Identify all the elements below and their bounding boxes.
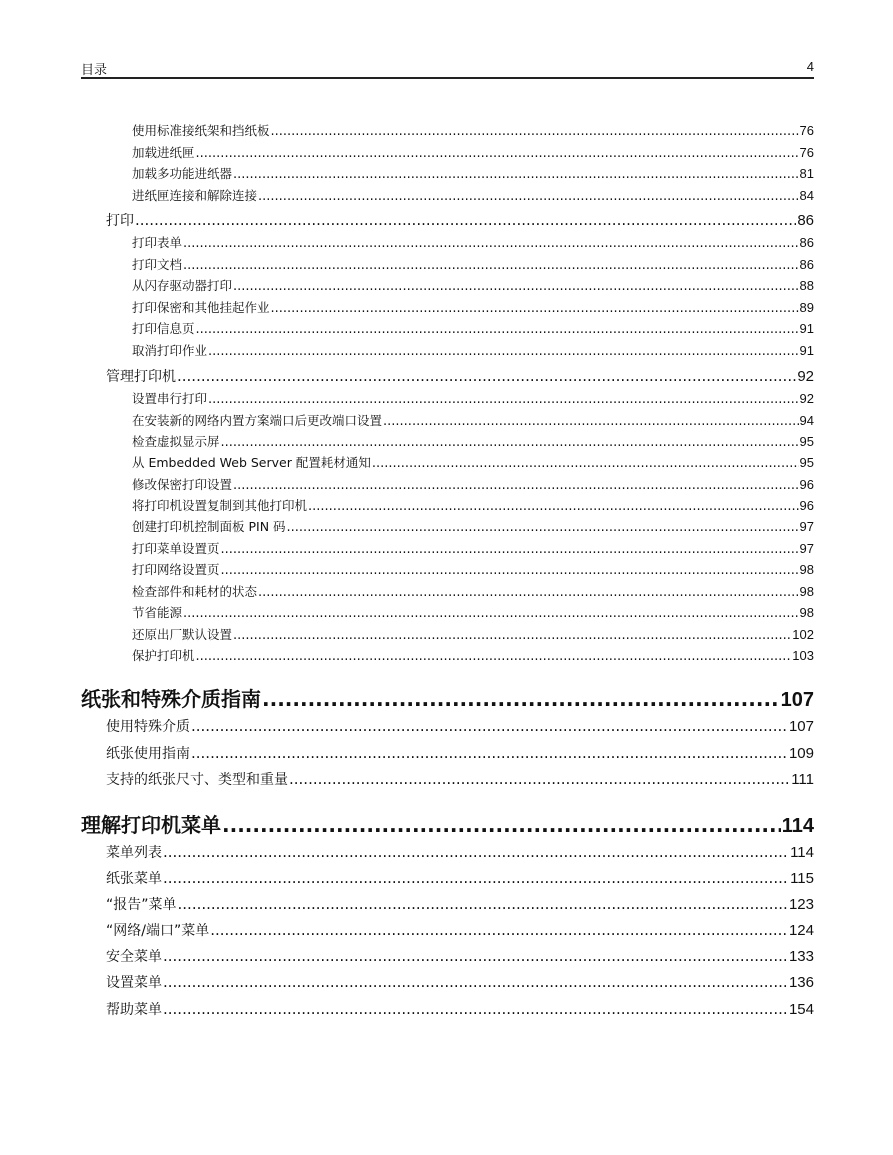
toc-entry-title: 帮助菜单 bbox=[106, 1002, 162, 1018]
dot-leader bbox=[372, 456, 799, 471]
toc-entry[interactable] bbox=[106, 946, 814, 966]
toc-entry-title: 创建打印机控制面板 PIN 码 bbox=[132, 519, 286, 534]
toc-entry[interactable] bbox=[106, 999, 814, 1019]
toc-entry[interactable] bbox=[132, 453, 814, 471]
toc-entry[interactable] bbox=[132, 496, 814, 514]
dot-leader bbox=[210, 921, 788, 939]
toc-entry-title: 纸张使用指南 bbox=[106, 746, 190, 762]
toc-entry[interactable] bbox=[132, 432, 814, 450]
toc-entry-page-number: 86 bbox=[799, 257, 814, 272]
toc-entry[interactable] bbox=[132, 475, 814, 493]
dot-leader bbox=[183, 258, 799, 273]
toc-entry[interactable] bbox=[106, 920, 814, 940]
header-section-title: 目录 bbox=[81, 63, 108, 78]
toc-entry[interactable] bbox=[81, 809, 814, 837]
dot-leader bbox=[163, 947, 788, 965]
toc-entry-page-number: 92 bbox=[797, 368, 814, 385]
dot-leader bbox=[233, 478, 799, 493]
toc-entry-title: “报告”菜单 bbox=[106, 897, 177, 913]
toc-entry[interactable] bbox=[132, 186, 814, 204]
toc-entry-page-number: 86 bbox=[797, 212, 814, 229]
toc-entry-page-number: 91 bbox=[799, 343, 814, 358]
toc-entry[interactable] bbox=[106, 716, 814, 736]
toc-entry-title: 取消打印作业 bbox=[132, 343, 208, 358]
toc-entry[interactable] bbox=[132, 517, 814, 535]
dot-leader bbox=[262, 687, 780, 711]
toc-entry[interactable] bbox=[132, 121, 814, 139]
toc-entry-page-number: 98 bbox=[799, 584, 814, 599]
toc-entry-title: 设置串行打印 bbox=[132, 391, 208, 406]
toc-entry-title: “网络/端口”菜单 bbox=[106, 923, 210, 939]
toc-entry-title: 打印保密和其他挂起作业 bbox=[132, 300, 270, 315]
toc-entry-title: 还原出厂默认设置 bbox=[132, 627, 233, 642]
toc-entry[interactable] bbox=[106, 868, 814, 888]
dot-leader bbox=[196, 649, 792, 664]
toc-entry-page-number: 96 bbox=[799, 477, 814, 492]
dot-leader bbox=[208, 344, 799, 359]
toc-entry-title: 打印网络设置页 bbox=[132, 562, 220, 577]
toc-entry-title: 保护打印机 bbox=[132, 648, 195, 663]
toc-entry-title: 检查虚拟显示屏 bbox=[132, 434, 220, 449]
toc-entry-page-number: 102 bbox=[792, 627, 814, 642]
dot-leader bbox=[191, 717, 788, 735]
toc-entry[interactable] bbox=[132, 319, 814, 337]
toc-entry-title: 打印 bbox=[106, 213, 134, 229]
toc-entry-page-number: 154 bbox=[788, 1001, 814, 1018]
page-header bbox=[81, 57, 814, 79]
toc-entry-page-number: 133 bbox=[788, 948, 814, 965]
toc-entry-title: 菜单列表 bbox=[106, 845, 162, 861]
toc-entry[interactable] bbox=[81, 683, 814, 711]
toc-entry-page-number: 124 bbox=[788, 922, 814, 939]
dot-leader bbox=[383, 414, 799, 429]
toc-entry[interactable] bbox=[132, 389, 814, 407]
toc-entry-page-number: 81 bbox=[799, 166, 814, 181]
dot-leader bbox=[271, 301, 799, 316]
dot-leader bbox=[233, 279, 799, 294]
toc-entry-title: 纸张菜单 bbox=[106, 871, 162, 887]
dot-leader bbox=[196, 322, 799, 337]
toc-entry-title: 打印表单 bbox=[132, 235, 183, 250]
toc-entry-page-number: 96 bbox=[799, 498, 814, 513]
toc-entry[interactable] bbox=[132, 582, 814, 600]
toc-entry[interactable] bbox=[132, 560, 814, 578]
toc-entry-page-number: 86 bbox=[799, 235, 814, 250]
dot-leader bbox=[308, 499, 799, 514]
dot-leader bbox=[221, 563, 799, 578]
toc-entry-title: 进纸匣连接和解除连接 bbox=[132, 188, 258, 203]
dot-leader bbox=[183, 236, 799, 251]
toc-entry-page-number: 84 bbox=[799, 188, 814, 203]
toc-entry-page-number: 88 bbox=[799, 278, 814, 293]
toc-entry-page-number: 92 bbox=[799, 391, 814, 406]
toc-entry[interactable] bbox=[132, 625, 814, 643]
toc-entry-page-number: 111 bbox=[791, 771, 814, 788]
toc-entry-page-number: 103 bbox=[792, 648, 814, 663]
toc-entry-page-number: 107 bbox=[780, 689, 814, 711]
dot-leader bbox=[135, 211, 796, 229]
toc-entry-page-number: 91 bbox=[799, 321, 814, 336]
toc-entry[interactable] bbox=[132, 411, 814, 429]
toc-entry-title: 节省能源 bbox=[132, 605, 183, 620]
toc-entry[interactable] bbox=[132, 603, 814, 621]
toc-entry-title: 打印菜单设置页 bbox=[132, 541, 220, 556]
toc-entry-title: 打印信息页 bbox=[132, 321, 195, 336]
toc-entry[interactable] bbox=[132, 143, 814, 161]
toc-entry-page-number: 107 bbox=[788, 718, 814, 735]
toc-entry-title: 纸张和特殊介质指南 bbox=[81, 687, 261, 711]
toc-entry-title: 支持的纸张尺寸、类型和重量 bbox=[106, 772, 288, 788]
toc-entry-page-number: 76 bbox=[799, 123, 814, 138]
toc-entry-title: 理解打印机菜单 bbox=[81, 813, 221, 837]
dot-leader bbox=[178, 895, 788, 913]
toc-entry-page-number: 97 bbox=[799, 541, 814, 556]
toc-entry[interactable] bbox=[106, 210, 814, 230]
toc-entry-page-number: 94 bbox=[799, 413, 814, 428]
toc-entry-title: 从 Embedded Web Server 配置耗材通知 bbox=[132, 455, 371, 470]
toc-entry-page-number: 95 bbox=[799, 434, 814, 449]
dot-leader bbox=[222, 813, 781, 837]
toc-entry-title: 修改保密打印设置 bbox=[132, 477, 233, 492]
toc-entry-title: 加载多功能进纸器 bbox=[132, 166, 233, 181]
toc-entry-title: 将打印机设置复制到其他打印机 bbox=[132, 498, 308, 513]
toc-entry-title: 设置菜单 bbox=[106, 975, 162, 991]
dot-leader bbox=[289, 770, 790, 788]
dot-leader bbox=[258, 189, 799, 204]
dot-leader bbox=[183, 606, 799, 621]
toc-entry-title: 检查部件和耗材的状态 bbox=[132, 584, 258, 599]
dot-leader bbox=[258, 585, 799, 600]
toc-entry[interactable] bbox=[106, 972, 814, 992]
toc-entry-page-number: 136 bbox=[788, 974, 814, 991]
toc-entry[interactable] bbox=[132, 164, 814, 182]
toc-entry[interactable] bbox=[106, 366, 814, 386]
toc-entry-page-number: 114 bbox=[790, 844, 814, 861]
toc-entry[interactable] bbox=[132, 341, 814, 359]
dot-leader bbox=[191, 744, 788, 762]
toc-entry[interactable] bbox=[106, 769, 814, 789]
toc-entry[interactable] bbox=[132, 298, 814, 316]
toc-entry[interactable] bbox=[106, 842, 814, 862]
toc-entry-page-number: 98 bbox=[799, 605, 814, 620]
toc-entry[interactable] bbox=[106, 894, 814, 914]
toc-entry-page-number: 115 bbox=[790, 870, 814, 887]
toc-entry-page-number: 114 bbox=[781, 815, 814, 837]
toc-entry-page-number: 76 bbox=[799, 145, 814, 160]
toc-entry-page-number: 95 bbox=[799, 455, 814, 470]
dot-leader bbox=[163, 973, 788, 991]
toc-entry-title: 使用特殊介质 bbox=[106, 719, 190, 735]
toc-entry-title: 安全菜单 bbox=[106, 949, 162, 965]
toc-entry-page-number: 123 bbox=[788, 896, 814, 913]
header-page-number: 4 bbox=[806, 59, 814, 74]
toc-entry-page-number: 109 bbox=[788, 745, 814, 762]
dot-leader bbox=[196, 146, 799, 161]
toc-entry-page-number: 98 bbox=[799, 562, 814, 577]
toc-entry-title: 管理打印机 bbox=[106, 369, 176, 385]
dot-leader bbox=[177, 367, 796, 385]
toc-entry-title: 加载进纸匣 bbox=[132, 145, 195, 160]
toc-entry[interactable] bbox=[132, 233, 814, 251]
toc-entry[interactable] bbox=[132, 646, 814, 664]
toc-entry-title: 从闪存驱动器打印 bbox=[132, 278, 233, 293]
toc-entry[interactable] bbox=[132, 255, 814, 273]
dot-leader bbox=[233, 628, 791, 643]
dot-leader bbox=[221, 435, 799, 450]
toc-entry-title: 打印文档 bbox=[132, 257, 183, 272]
toc-entry[interactable] bbox=[132, 539, 814, 557]
dot-leader bbox=[221, 542, 799, 557]
dot-leader bbox=[163, 1000, 788, 1018]
dot-leader bbox=[208, 392, 799, 407]
dot-leader bbox=[233, 167, 799, 182]
toc-entry-title: 在安装新的网络内置方案端口后更改端口设置 bbox=[132, 413, 383, 428]
dot-leader bbox=[163, 869, 789, 887]
toc-entry[interactable] bbox=[132, 276, 814, 294]
toc-entry-page-number: 89 bbox=[799, 300, 814, 315]
dot-leader bbox=[287, 520, 799, 535]
dot-leader bbox=[163, 843, 789, 861]
dot-leader bbox=[271, 124, 799, 139]
toc-entry[interactable] bbox=[106, 743, 814, 763]
toc-entry-page-number: 97 bbox=[799, 519, 814, 534]
toc-entry-title: 使用标准接纸架和挡纸板 bbox=[132, 123, 270, 138]
